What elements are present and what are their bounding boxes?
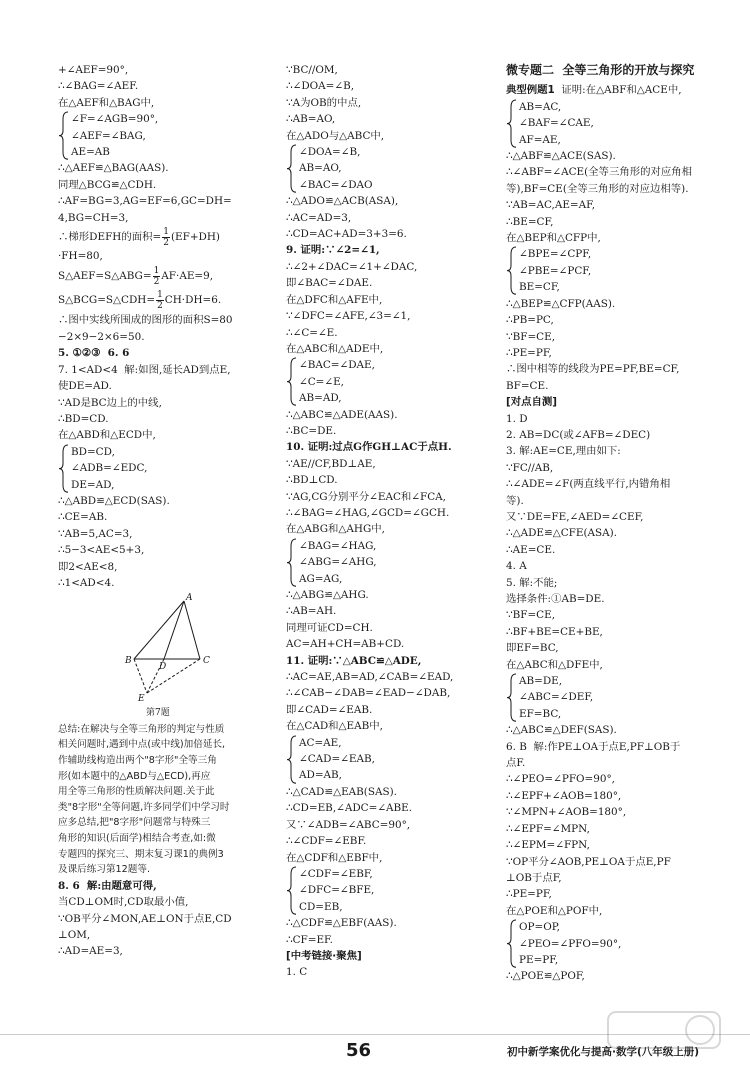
- solution-line: ∴∠ABF=∠ACE(全等三角形的对应角相: [506, 166, 693, 179]
- solution-line: 在△ABG和△AHG中,: [286, 523, 385, 536]
- solution-line: ∴AB=AO,: [286, 113, 336, 126]
- note-line: 总结:在解决与全等三角形的判定与性质: [58, 723, 225, 735]
- left-brace-icon: [286, 538, 298, 587]
- solution-line: ∴∠CDF=∠EBF.: [286, 835, 367, 848]
- solution-line: ∴△ABC≌△ADE(AAS).: [286, 408, 398, 421]
- solution-line: AC=AH+CH=AB+CD.: [286, 638, 405, 651]
- brace-system: [506, 919, 718, 968]
- answer-line: 5. ①②③ 6. 6: [58, 347, 130, 360]
- solution-line: ∵OB平分∠MON,AE⊥ON于点E,CD: [58, 912, 232, 925]
- left-brace-icon: [506, 246, 518, 295]
- formula-line: [58, 226, 280, 248]
- solution-line: BF=CE.: [506, 379, 549, 392]
- solution-line: 在△AEF和△BAG中,: [58, 96, 155, 109]
- answer-line: 5. 解:不能;: [506, 576, 558, 589]
- condition-line: ∠BAF=∠CAE,: [519, 117, 594, 130]
- condition-line: EF=BC,: [519, 707, 562, 720]
- solution-line: ⊥OB于点F,: [506, 871, 562, 884]
- solution-line: ∴BD⊥CD.: [286, 474, 338, 487]
- condition-line: ∠PBE=∠PCF,: [519, 264, 592, 277]
- figure-caption: 第7题: [146, 708, 170, 719]
- question-7-line: 7. 1<AD<4 解:如图,延长AD到点E,: [58, 363, 231, 376]
- left-brace-icon: [286, 357, 298, 406]
- condition-line: ∠ABC=∠DEF,: [519, 691, 594, 704]
- condition-line: AB=AD,: [299, 392, 342, 405]
- solution-line: ∴AD=AE=3,: [58, 945, 123, 958]
- watermark-stamp-icon: [606, 1008, 722, 1052]
- brace-system: [58, 444, 280, 493]
- solution-line: ∴BE=CF,: [506, 215, 554, 228]
- condition-line: ∠DOA=∠B,: [299, 146, 361, 159]
- solution-line: ∵BF=CE,: [506, 330, 556, 343]
- question-11-line: 11. 证明:∵△ABC≌△ADE,: [286, 654, 422, 667]
- solution-line: ∵BC//OM,: [286, 64, 338, 76]
- solution-line: 使DE=AD.: [58, 380, 112, 393]
- solution-line: ∵AD是BC边上的中线,: [58, 396, 162, 409]
- solution-line: 当CD⊥OM时,CD取最小值,: [58, 896, 189, 909]
- solution-line: 等),BF=CE(全等三角形的对应边相等).: [506, 182, 689, 195]
- formula-text: ∴梯形DEFH的面积=: [58, 231, 162, 244]
- condition-line: AE=AB: [71, 146, 110, 159]
- brace-system: [286, 144, 498, 193]
- note-line: 专题四的探究三、期末复习课1的典例3: [58, 848, 224, 860]
- solution-line: 4,BG=CH=3,: [58, 211, 129, 224]
- brace-system: [58, 111, 280, 160]
- note-line: 用全等三角形的性质解决问题.关于此: [58, 786, 215, 798]
- example-text: 证明:在△ABF和△ACE中,: [554, 84, 682, 97]
- fraction: [153, 266, 161, 287]
- solution-line: ∴AC=AE,AB=AD,∠CAB=∠EAD,: [286, 671, 454, 684]
- solution-line: ∴∠ADE=∠F(两直线平行,内错角相: [506, 478, 671, 491]
- formula-text: S△BCG=S△CDH=: [58, 294, 156, 307]
- condition-line: ∠AEF=∠BAG,: [71, 129, 146, 142]
- book-title: 初中新学案优化与提高·数学(八年级上册): [507, 1046, 700, 1058]
- formula-line: [58, 264, 280, 288]
- solution-line: ∴△ADO≌△ACB(ASA),: [286, 195, 399, 208]
- solution-line: ∴△CDF≌△EBF(AAS).: [286, 917, 397, 930]
- formula-text: CH·DH=6.: [164, 294, 222, 307]
- solution-line: ∵BF=CE,: [506, 609, 556, 622]
- left-brace-icon: [58, 444, 70, 493]
- middle-column: [286, 62, 498, 981]
- solution-line: ∵AG,CG分别平分∠EAC和∠FCA,: [286, 490, 446, 503]
- solution-line: 即∠CAD=∠EAB.: [286, 703, 373, 716]
- solution-line: ∵AB=AC,AE=AF,: [506, 199, 596, 212]
- formula-text: (EF+DH): [170, 231, 220, 244]
- condition-line: ∠ABG=∠AHG,: [299, 556, 377, 569]
- section-label: [对点自测]: [506, 396, 558, 409]
- condition-line: ∠CDF=∠EBF,: [299, 867, 373, 880]
- fraction-numerator: 1: [157, 289, 163, 300]
- solution-line: 即2<AE<8,: [58, 560, 118, 573]
- condition-line: ∠BPE=∠CPF,: [519, 248, 592, 261]
- solution-line: 在△BEP和△CFP中,: [506, 232, 601, 245]
- formula-text: S△AEF=S△ABG=: [58, 270, 152, 283]
- formula-text: AF·AE=9,: [161, 270, 214, 283]
- left-brace-icon: [286, 866, 298, 915]
- solution-line: ∴PE=PF,: [506, 888, 552, 901]
- solution-line: ∴BD=CD.: [58, 412, 109, 425]
- solution-line: 在△ABC和△DFE中,: [506, 658, 603, 671]
- question-8-line: 8. 6 解:由题意可得,: [58, 879, 157, 892]
- left-column: [58, 62, 280, 960]
- note-line: 应多总结,把"8字形"问题常与特殊三: [58, 817, 211, 829]
- condition-line: AF=AE,: [519, 133, 561, 146]
- formula-line: [58, 288, 280, 312]
- condition-line: OP=OP,: [519, 921, 560, 934]
- left-brace-icon: [506, 919, 518, 968]
- solution-line: ∴△POE≌△POF,: [506, 970, 585, 983]
- question-9-line: 9. 证明:∵∠2=∠1,: [286, 244, 380, 257]
- solution-line: 即EF=BC,: [506, 642, 559, 655]
- solution-line: ∴∠PEO=∠PFO=90°,: [506, 773, 615, 786]
- condition-line: ∠CAD=∠EAB,: [299, 753, 375, 766]
- solution-line: ∴∠CAB−∠DAB=∠EAD−∠DAB,: [286, 687, 451, 700]
- fraction-denominator: 2: [157, 300, 163, 311]
- condition-line: AB=AC,: [519, 100, 562, 113]
- solution-line: 在△ADO与△ABC中,: [286, 129, 385, 142]
- condition-line: AB=DE,: [519, 675, 563, 688]
- condition-line: ∠ADB=∠EDC,: [71, 462, 148, 475]
- fraction-numerator: 1: [163, 226, 169, 237]
- solution-line: 又∵∠ADB=∠ABC=90°,: [286, 818, 411, 831]
- point-label-c: C: [203, 656, 210, 667]
- solution-line: ∴PE=PF,: [506, 346, 552, 359]
- example-line: [506, 82, 718, 98]
- solution-line: −2×9−2×6=50.: [58, 330, 145, 343]
- solution-line: ∴BC=DE.: [286, 424, 337, 437]
- brace-system: [286, 735, 498, 784]
- solution-line: ∴CD=EB,∠ADC=∠ABE.: [286, 802, 413, 815]
- solution-line: ∴∠2+∠DAC=∠1+∠DAC,: [286, 260, 418, 273]
- left-brace-icon: [506, 673, 518, 722]
- condition-line: BD=CD,: [71, 445, 115, 458]
- solution-line: ∴PB=PC,: [506, 314, 554, 327]
- solution-line: ∵FC//AB,: [506, 461, 554, 474]
- solution-line: 同理△BCG≌△CDH.: [58, 178, 157, 191]
- solution-line: ∴△ABG≌△AHG.: [286, 589, 369, 601]
- condition-line: BE=CF,: [519, 281, 560, 294]
- solution-line: ∴∠EPF=∠MPN,: [506, 822, 590, 835]
- brace-system: [286, 538, 498, 587]
- solution-line: ∴5−3<AE<5+3,: [58, 544, 145, 557]
- solution-line: +∠AEF=90°,: [58, 64, 129, 76]
- fraction-denominator: 2: [163, 237, 169, 248]
- point-label-d: D: [159, 662, 167, 673]
- condition-line: ∠C=∠E,: [299, 375, 344, 388]
- right-column: [506, 62, 718, 985]
- note-line: 类"8字形"全等问题,许多同学们中学习时: [58, 801, 230, 813]
- solution-line: ∴CE=AB.: [58, 511, 108, 524]
- brace-system: [506, 246, 718, 295]
- solution-line: 在△ABD和△ECD中,: [58, 429, 156, 442]
- solution-line: ∴△ABC≌△DEF(SAS).: [506, 724, 617, 737]
- solution-line: ∴∠BAG=∠AEF.: [58, 80, 139, 93]
- condition-line: AB=AO,: [299, 162, 342, 175]
- left-brace-icon: [286, 735, 298, 784]
- section-title: 微专题二 全等三角形的开放与探究: [506, 63, 695, 77]
- brace-system: [506, 673, 718, 722]
- section-label: [中考链接·聚焦]: [286, 949, 362, 962]
- left-brace-icon: [58, 111, 70, 160]
- fraction-denominator: 2: [153, 276, 160, 287]
- solution-line: ∴AC=AD=3,: [286, 211, 352, 224]
- condition-line: AD=AB,: [299, 769, 342, 782]
- solution-line: ∴∠BAG=∠HAG,∠GCD=∠GCH.: [286, 506, 450, 519]
- solution-line: ∴∠EPF+∠AOB=180°,: [506, 789, 622, 802]
- solution-line: ∴△BEP≌△CFP(AAS).: [506, 297, 616, 310]
- summary-note: [58, 722, 280, 878]
- solution-line: 等).: [506, 494, 524, 507]
- page-number: 56: [346, 1040, 372, 1061]
- solution-line: 又∵DE=FE,∠AED=∠CEF,: [506, 510, 644, 523]
- answer-line: 1. C: [286, 966, 308, 979]
- solution-line: 在△ABC和△ADE中,: [286, 342, 384, 355]
- solution-line: ∴图中实线所围成的图形的面积S=80: [58, 314, 233, 327]
- solution-line: ∴∠C=∠E.: [286, 326, 338, 339]
- condition-line: ∠PEO=∠PFO=90°,: [519, 937, 622, 950]
- solution-line: 在△CDF和△EBF中,: [286, 851, 383, 864]
- brace-system: [286, 866, 498, 915]
- solution-line: ∴CF=EF.: [286, 933, 333, 946]
- solution-line: ∴△ADE≌△CFE(ASA).: [506, 527, 617, 540]
- condition-line: AG=AG,: [299, 572, 343, 585]
- point-label-e: E: [138, 694, 145, 705]
- solution-line: ⊥OM,: [58, 928, 91, 941]
- solution-line: ∴BF+BE=CE+BE,: [506, 625, 603, 638]
- condition-line: ∠BAC=∠DAE,: [299, 359, 375, 372]
- condition-line: ∠BAC=∠DAO: [299, 178, 373, 191]
- example-label: 典型例题1: [506, 84, 555, 97]
- solution-line: ∵AE//CF,BD⊥AE,: [286, 457, 376, 470]
- solution-line: ∴图中相等的线段为PE=PF,BE=CF,: [506, 363, 680, 376]
- solution-line: ∵AB=5,AC=3,: [58, 527, 133, 540]
- solution-line: ∵A为OB的中点,: [286, 96, 362, 109]
- solution-line: ∵∠DFC=∠AFE,∠3=∠1,: [286, 310, 411, 323]
- note-line: 角形的知识(后面学)相结合考查,如:微: [58, 832, 216, 844]
- solution-line: 在△CAD和△EAB中,: [286, 720, 383, 733]
- fraction: [156, 290, 164, 311]
- condition-line: ∠BAG=∠HAG,: [299, 539, 377, 552]
- triangle-figure: [122, 593, 222, 705]
- solution-line: 选择条件:①AB=DE.: [506, 593, 605, 605]
- answer-line: 1. D: [506, 412, 528, 425]
- answer-line: 4. A: [506, 560, 527, 573]
- answer-line: 2. AB=DC(或∠AFB=∠DEC): [506, 428, 651, 441]
- note-line: 作辅助线构造出两个"8字形"全等三角: [58, 754, 217, 766]
- condition-line: AC=AE,: [299, 736, 342, 749]
- solution-line: ∴1<AD<4.: [58, 576, 115, 589]
- answer-line: 3. 解:AE=CE,理由如下:: [506, 445, 621, 458]
- note-line: 形(如本题中的△ABD与△ECD),再应: [58, 770, 211, 782]
- solution-line: 在△POE和△POF中,: [506, 904, 603, 917]
- solution-line: ·FH=80,: [58, 250, 103, 263]
- condition-line: ∠DFC=∠BFE,: [299, 884, 375, 897]
- solution-line: ∴AB=AH.: [286, 605, 337, 618]
- solution-line: ∵OP平分∠AOB,PE⊥OA于点E,PF: [506, 855, 671, 868]
- solution-line: 同理可证CD=CH.: [286, 621, 373, 634]
- solution-line: 在△DFC和△AFE中,: [286, 293, 383, 306]
- point-label-a: A: [186, 593, 193, 604]
- solution-line: ∴△ABF≌△ACE(SAS).: [506, 150, 616, 163]
- brace-system: [506, 99, 718, 148]
- solution-line: ∴CD=AC+AD=3+3=6.: [286, 228, 407, 241]
- question-10-line: 10. 证明:过点G作GH⊥AC于点H.: [286, 441, 452, 454]
- solution-line: ∴AF=BG=3,AG=EF=6,GC=DH=: [58, 195, 232, 208]
- solution-line: 即∠BAC=∠DAE.: [286, 277, 373, 290]
- note-line: 相关问题时,遇到中点(或中线)加倍延长,: [58, 739, 226, 751]
- solution-line: ∴AE=CE.: [506, 543, 556, 556]
- point-label-b: B: [125, 656, 132, 667]
- condition-line: DE=AD,: [71, 478, 115, 491]
- solution-line: ∴∠DOA=∠B,: [286, 80, 355, 93]
- condition-line: CD=EB,: [299, 900, 343, 913]
- solution-line: ∴△ABD≌△ECD(SAS).: [58, 494, 170, 507]
- brace-system: [286, 357, 498, 406]
- solution-line: ∵∠MPN+∠AOB=180°,: [506, 806, 627, 819]
- condition-line: ∠F=∠AGB=90°,: [71, 113, 159, 126]
- solution-line: 点F.: [506, 757, 526, 770]
- fraction-numerator: 1: [153, 265, 160, 276]
- condition-line: PE=PF,: [519, 953, 559, 966]
- note-line: 及课后练习第12题等.: [58, 864, 151, 876]
- fraction: [162, 227, 170, 248]
- left-brace-icon: [286, 144, 298, 193]
- solution-line: ∴△AEF≌△BAG(AAS).: [58, 162, 169, 175]
- answer-line: 6. B 解:作PE⊥OA于点E,PF⊥OB于: [506, 740, 681, 753]
- left-brace-icon: [506, 99, 518, 148]
- solution-line: ∴∠EPM=∠FPN,: [506, 839, 590, 852]
- solution-line: ∴△CAD≌△EAB(SAS).: [286, 785, 397, 798]
